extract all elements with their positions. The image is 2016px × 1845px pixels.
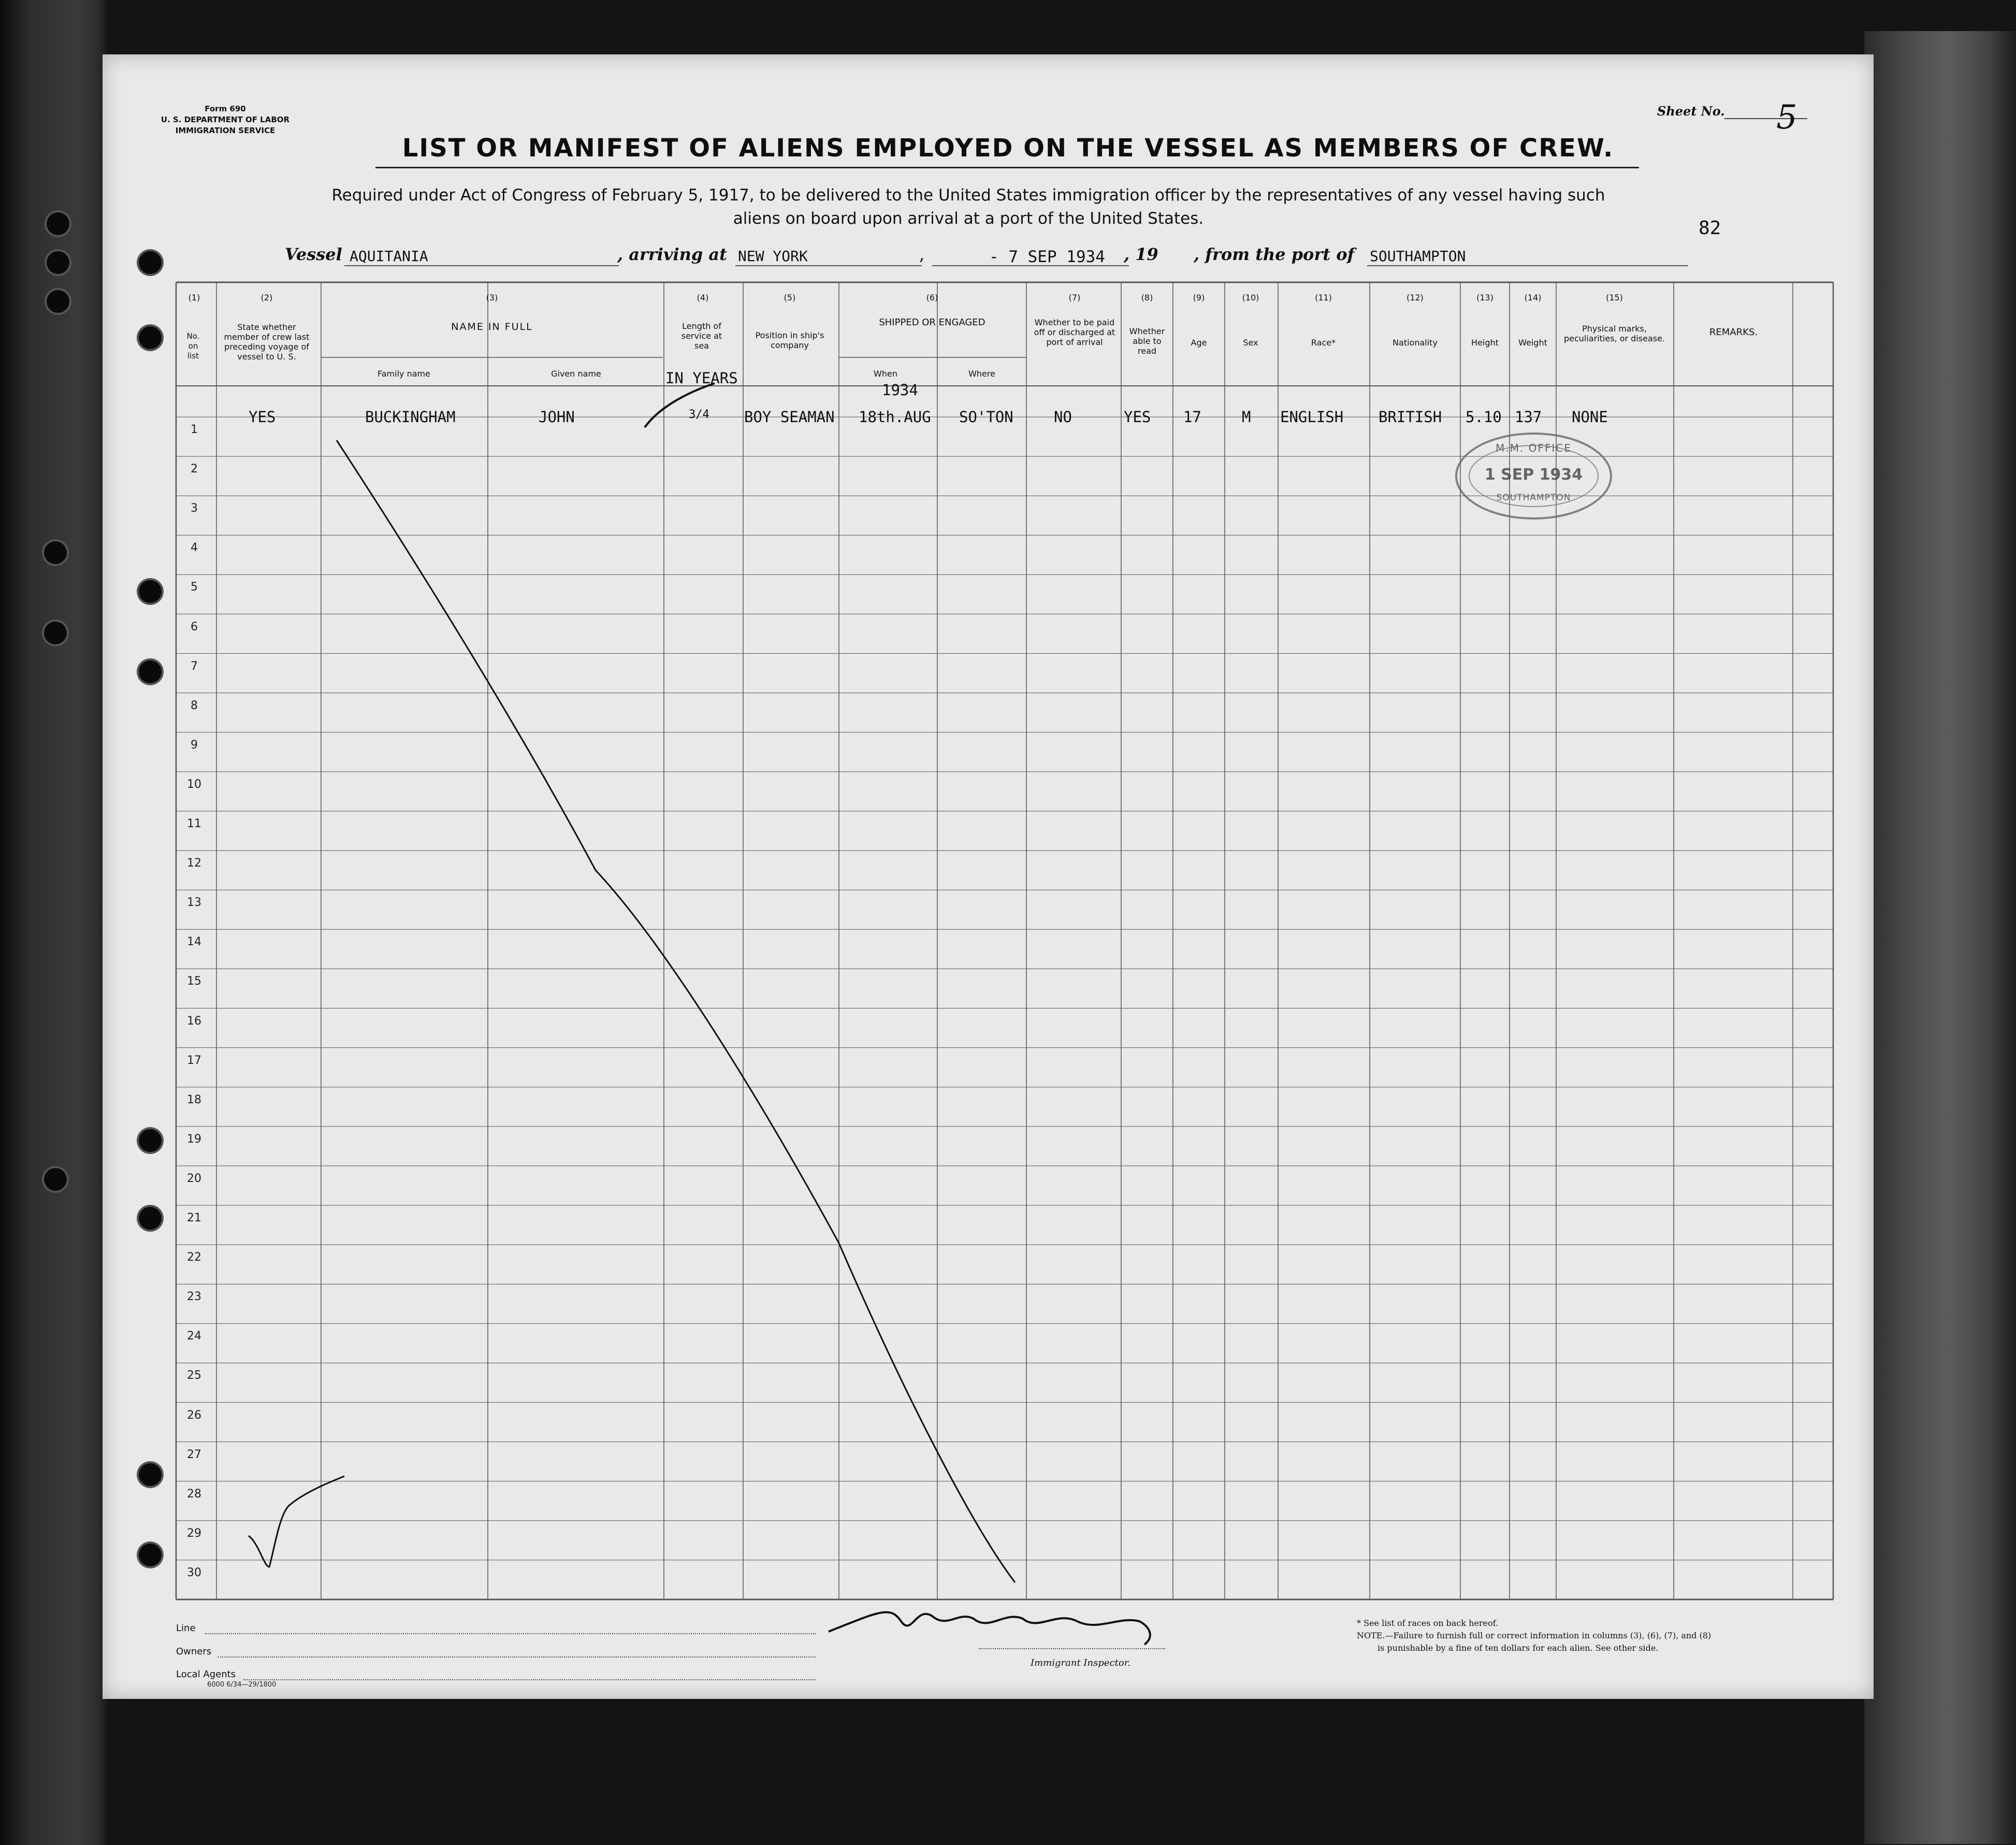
row-number: 28 [187, 1487, 201, 1501]
col-9-label: Age [1191, 338, 1207, 348]
col-6-where-label: Where [968, 369, 995, 379]
row-number: 15 [187, 975, 201, 988]
cell-height: 5.10 [1466, 408, 1502, 426]
cell-able-to-read: YES [1124, 408, 1151, 426]
col-4-number: (4) [697, 293, 709, 302]
col-5-label: Position in ship's company [755, 330, 824, 350]
row-number: 2 [191, 463, 198, 476]
comma: , [919, 244, 925, 264]
col-2-number: (2) [260, 293, 273, 302]
stamp-bottom-text: SOUTHAMPTON [1496, 493, 1571, 503]
footer-line-rule [205, 1633, 816, 1634]
row-number: 9 [191, 738, 198, 752]
year-label-text: , 19 [1124, 244, 1158, 264]
row-number: 5 [191, 581, 198, 594]
printer-code: 6000 6/34—29/1800 [207, 1681, 277, 1689]
col-6-number: (6) [926, 293, 938, 302]
cell-paid-off: NO [1054, 408, 1072, 426]
from-label-text: , from the port of [1194, 244, 1355, 264]
col-13-label: Height [1471, 338, 1499, 348]
inspector-signature [829, 1612, 1150, 1645]
col-11-number: (11) [1315, 293, 1332, 302]
row-number: 6 [191, 620, 198, 633]
page-title: LIST OR MANIFEST OF ALIENS EMPLOYED ON THE VESSEL AS MEMBERS OF CREW. [402, 134, 1614, 163]
row-number: 18 [187, 1093, 201, 1106]
cell-age: 17 [1183, 408, 1201, 426]
vessel-name: AQUITANIA [350, 248, 428, 265]
row-number: 22 [187, 1251, 201, 1264]
cancellation-line [337, 440, 1015, 1582]
col-15-number: (15) [1606, 293, 1623, 302]
col-3-given-label: Given name [551, 369, 601, 379]
footer-line-label: Line [176, 1623, 196, 1634]
cell-physical: NONE [1572, 408, 1608, 426]
cell-given-name: JOHN [539, 408, 575, 426]
cell-sex: M [1242, 408, 1251, 426]
row-number: 25 [187, 1369, 201, 1382]
row-number: 3 [191, 502, 198, 515]
row-number: 7 [191, 659, 198, 673]
col-1-label: No. on list [186, 331, 200, 361]
subtitle-line-2: aliens on board upon arrival at a port of the United States. [733, 209, 1204, 228]
inspector-line [979, 1648, 1165, 1649]
races-note: * See list of races on back hereof. [1357, 1618, 1499, 1628]
cell-family-name: BUCKINGHAM [365, 408, 456, 426]
row-number: 11 [187, 817, 201, 830]
row-number: 12 [187, 857, 201, 870]
shipped-year: 1934 [882, 381, 918, 399]
col-7-number: (7) [1068, 293, 1081, 302]
row-number: 26 [187, 1408, 201, 1422]
col-8-number: (8) [1141, 293, 1153, 302]
col-7-label: Whether to be paid off or discharged at port of arrival [1034, 318, 1115, 347]
arriving-label-text: , arriving at [617, 244, 727, 264]
col-6-when-label: When [874, 369, 897, 379]
col-3-label: NAME IN FULL [451, 321, 533, 333]
row-number: 23 [187, 1290, 201, 1304]
row-number: 20 [187, 1172, 201, 1185]
cell-race: ENGLISH [1280, 408, 1344, 426]
col-10-label: Sex [1243, 338, 1258, 348]
col-2-label: State whether member of crew last preceding voyage of vessel to U. S. [224, 322, 310, 362]
col-8-label: Whether able to read [1129, 326, 1165, 356]
stamp-number: 82 [1699, 218, 1721, 239]
col-10-number: (10) [1242, 293, 1259, 302]
row-number: 1 [191, 423, 198, 436]
arrival-date: - 7 SEP 1934 [989, 248, 1105, 266]
cell-nationality: BRITISH [1379, 408, 1442, 426]
col-4-label: Length of service at sea [681, 321, 722, 351]
footer-agents-label: Local Agents [176, 1669, 236, 1680]
stamp-top-text: M.M. OFFICE [1496, 442, 1572, 454]
col-9-number: (9) [1193, 293, 1205, 302]
row-number: 30 [187, 1566, 201, 1579]
col-5-number: (5) [784, 293, 796, 302]
col-11-label: Race* [1311, 338, 1336, 348]
col-16-label: REMARKS. [1709, 327, 1758, 338]
row-number: 29 [187, 1526, 201, 1540]
sheet-label: Sheet No. [1657, 104, 1725, 119]
col-13-number: (13) [1476, 293, 1493, 302]
cell-position: BOY SEAMAN [744, 408, 835, 426]
row-number: 21 [187, 1212, 201, 1224]
row-number: 24 [187, 1330, 201, 1343]
sheet-number: 5 [1776, 98, 1797, 137]
arriving-port: NEW YORK [738, 248, 808, 265]
col-14-label: Weight [1518, 338, 1547, 348]
row-number: 4 [191, 541, 198, 555]
cell-last-voyage: YES [249, 408, 276, 426]
row-number: 14 [187, 935, 201, 949]
row-number: 19 [187, 1132, 201, 1146]
col-4-typed-unit: IN YEARS [665, 369, 738, 387]
footer-owners-rule [217, 1656, 816, 1657]
row-number: 13 [187, 896, 201, 910]
footer-owners-label: Owners [176, 1646, 212, 1657]
col-15-label: Physical marks, peculiarities, or disease. [1563, 324, 1665, 343]
row-number: 16 [187, 1014, 201, 1028]
form-service: IMMIGRATION SERVICE [175, 126, 275, 135]
penalty-note-2: is punishable by a fine of ten dollars for each alien. See other side. [1377, 1643, 1659, 1653]
stamp-date: 1 SEP 1934 [1484, 466, 1583, 484]
form-number: Form 690 [205, 104, 246, 113]
col-1-number: (1) [188, 293, 200, 302]
col-12-number: (12) [1406, 293, 1424, 302]
form-department: U. S. DEPARTMENT OF LABOR [161, 115, 290, 124]
footer-agents-rule [243, 1679, 816, 1680]
cell-where: SO'TON [959, 408, 1013, 426]
row-number: 10 [187, 777, 201, 791]
inspector-label: Immigrant Inspector. [1031, 1657, 1131, 1668]
vessel-label-text: Vessel [285, 244, 342, 264]
col-3-number: (3) [486, 293, 498, 302]
subtitle-line-1: Required under Act of Congress of February 5, 1917, to be delivered to the United States immigration officer by the representatives of any vessel having such [331, 186, 1605, 205]
mm-office-stamp [1455, 433, 1612, 520]
cell-service: 3/4 [689, 408, 709, 421]
col-3-family-label: Family name [378, 369, 430, 379]
from-port: SOUTHAMPTON [1370, 248, 1466, 265]
row-number: 27 [187, 1448, 201, 1461]
penalty-note-1: NOTE.—Failure to furnish full or correct information in columns (3), (6), (7), and (8) [1357, 1631, 1712, 1640]
cell-when: 18th.AUG [859, 408, 931, 426]
col-12-label: Nationality [1393, 338, 1438, 348]
check-mark [249, 1476, 344, 1567]
col-6-label: SHIPPED OR ENGAGED [879, 317, 985, 328]
row-number: 17 [187, 1054, 201, 1067]
cell-weight: 137 [1515, 408, 1542, 426]
col-14-number: (14) [1524, 293, 1542, 302]
row-number: 8 [191, 699, 198, 712]
